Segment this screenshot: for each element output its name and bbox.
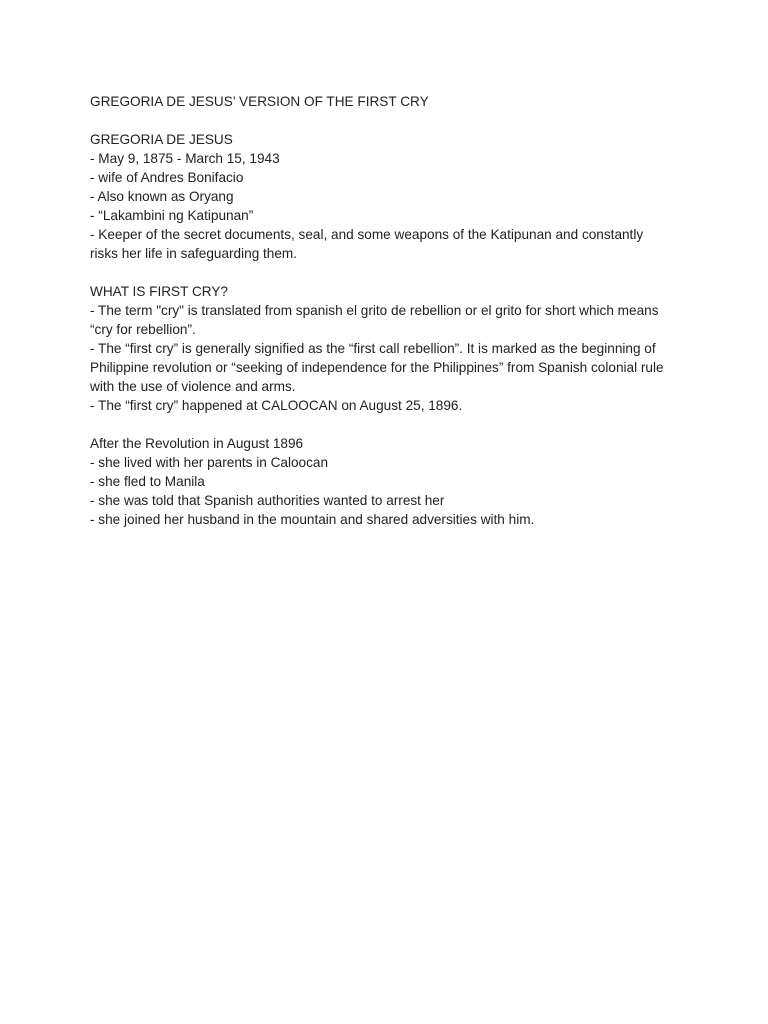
bio-line: - Also known as Oryang [90,189,234,204]
after-revolution-line: - she was told that Spanish authorities wanted to arrest her [90,493,445,508]
document-title: GREGORIA DE JESUS’ VERSION OF THE FIRST CRY [90,94,429,109]
first-cry-line: - The term "cry" is translated from spanish el grito de rebellion or el grito for short which means [90,303,659,318]
first-cry-section [90,282,690,415]
bio-line: - May 9, 1875 - March 15, 1943 [90,151,280,166]
spacer [90,263,690,282]
bio-line: risks her life in safeguarding them. [90,246,298,261]
bio-line: - “Lakambini ng Katipunan” [90,208,254,223]
first-cry-line: Philippine revolution or “seeking of independence for the Philippines” from Spanish colonial rule [90,360,664,375]
first-cry-line: - The “first cry” is generally signified as the “first call rebellion”. It is marked as the beginning of [90,341,656,356]
first-cry-heading: WHAT IS FIRST CRY? [90,284,228,299]
first-cry-line: - The “first cry” happened at CALOOCAN on August 25, 1896. [90,398,463,413]
after-revolution-line: - she joined her husband in the mountain and shared adversities with him. [90,512,535,527]
bio-section [90,130,690,263]
document-body [90,92,690,529]
first-cry-line: “cry for rebellion”. [90,322,196,337]
spacer [90,111,690,130]
bio-line: - wife of Andres Bonifacio [90,170,244,185]
bio-heading: GREGORIA DE JESUS [90,132,233,147]
after-revolution-section [90,434,690,529]
after-revolution-heading: After the Revolution in August 1896 [90,436,304,451]
bio-line: - Keeper of the secret documents, seal, and some weapons of the Katipunan and constantly [90,227,644,242]
spacer [90,415,690,434]
after-revolution-line: - she lived with her parents in Caloocan [90,455,329,470]
first-cry-line: with the use of violence and arms. [90,379,296,394]
after-revolution-line: - she fled to Manila [90,474,205,489]
